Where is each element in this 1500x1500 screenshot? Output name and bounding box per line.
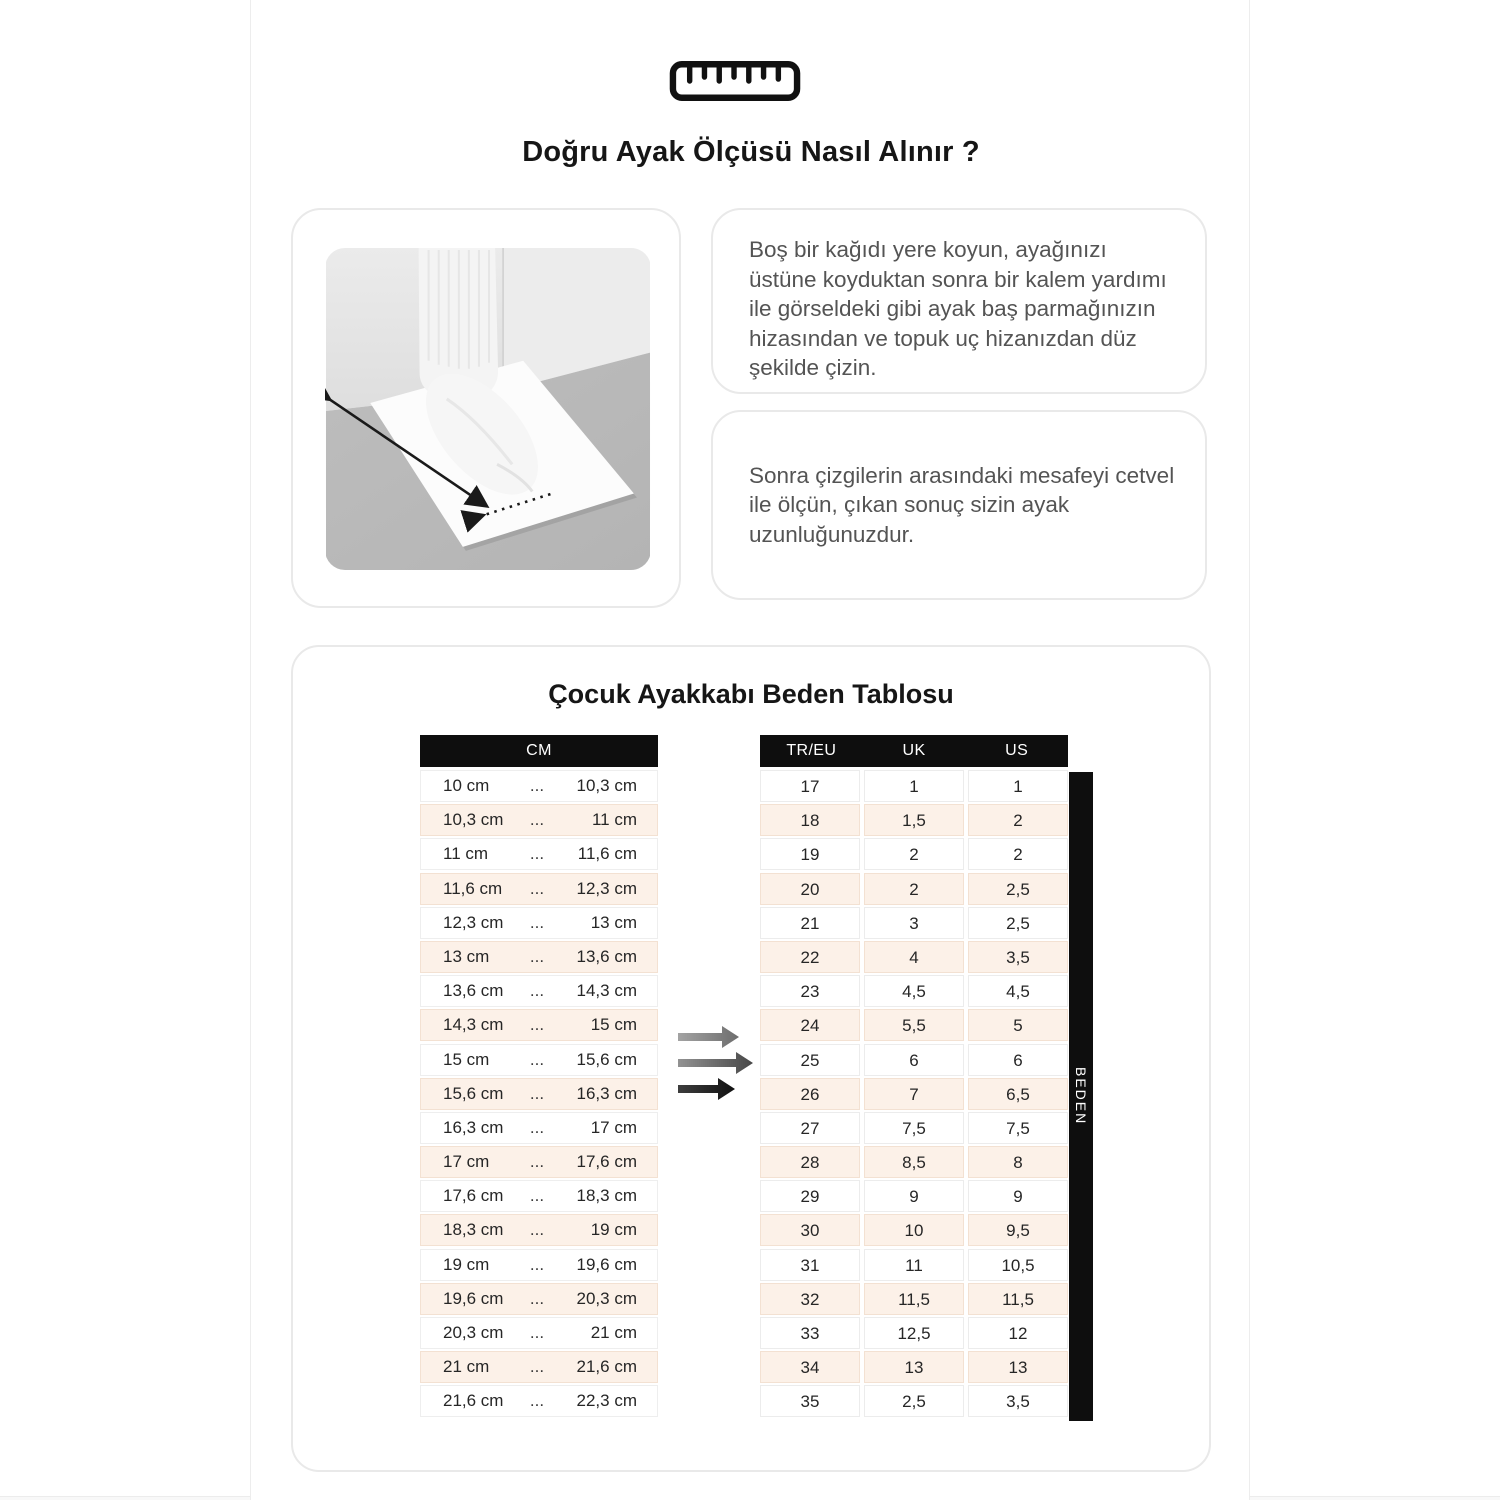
size-row bbox=[760, 873, 1068, 905]
instruction-step-2: Sonra çizgilerin arasındaki mesafeyi cetvel ile ölçün, çıkan sonuç sizin ayak uzunluğunuzdur. bbox=[749, 462, 1175, 547]
cm-range-row bbox=[420, 804, 658, 836]
us-size-value: 1 bbox=[968, 770, 1068, 802]
uk-size-value: 6 bbox=[864, 1044, 964, 1076]
beden-label-text: BEDEN bbox=[1073, 1067, 1089, 1126]
uk-size-value: 2,5 bbox=[864, 1385, 964, 1417]
instruction-card-1 bbox=[711, 208, 1207, 394]
range-separator-icon: ... bbox=[529, 1083, 545, 1103]
cm-range-row bbox=[420, 1249, 658, 1281]
range-separator-icon: ... bbox=[529, 776, 545, 795]
us-size-value: 3,5 bbox=[968, 941, 1068, 973]
us-size-value: 9,5 bbox=[968, 1214, 1068, 1246]
cm-from-value: 12,3 cm bbox=[443, 912, 504, 932]
cm-range-row bbox=[420, 1385, 658, 1417]
cm-to-value: 16,3 cm bbox=[576, 1083, 637, 1103]
cm-from-value: 16,3 cm bbox=[443, 1117, 504, 1137]
size-table-rows bbox=[760, 770, 1068, 1417]
cm-from-value: 19 cm bbox=[443, 1254, 490, 1274]
size-row bbox=[760, 1078, 1068, 1110]
tr-eu-size-value: 29 bbox=[760, 1180, 860, 1212]
cm-from-value: 10,3 cm bbox=[443, 810, 504, 830]
us-size-value: 6 bbox=[968, 1044, 1068, 1076]
cm-range-row bbox=[420, 838, 658, 870]
us-size-value: 2 bbox=[968, 804, 1068, 836]
cm-to-value: 21 cm bbox=[590, 1323, 637, 1342]
cm-to-value: 12,3 cm bbox=[576, 878, 637, 898]
us-size-value: 6,5 bbox=[968, 1078, 1068, 1110]
cm-range-row bbox=[420, 1146, 658, 1178]
uk-size-value: 4 bbox=[864, 941, 964, 973]
tr-eu-size-value: 25 bbox=[760, 1044, 860, 1076]
range-separator-icon: ... bbox=[529, 1391, 545, 1411]
size-row bbox=[760, 1180, 1068, 1212]
cm-range-row bbox=[420, 873, 658, 905]
cm-from-value: 10 cm bbox=[443, 776, 490, 795]
cm-to-value: 10,3 cm bbox=[576, 776, 637, 795]
range-separator-icon: ... bbox=[529, 946, 545, 966]
tr-eu-size-value: 18 bbox=[760, 804, 860, 836]
range-separator-icon: ... bbox=[529, 1049, 545, 1069]
cm-from-value: 17,6 cm bbox=[443, 1186, 504, 1206]
cm-from-value: 14,3 cm bbox=[443, 1015, 504, 1035]
cm-range-row bbox=[420, 941, 658, 973]
size-table-card bbox=[291, 645, 1211, 1472]
size-row bbox=[760, 838, 1068, 870]
cm-range-row bbox=[420, 1283, 658, 1315]
us-size-value: 8 bbox=[968, 1146, 1068, 1178]
uk-size-value: 1,5 bbox=[864, 804, 964, 836]
cm-to-value: 19,6 cm bbox=[576, 1254, 637, 1274]
cm-to-value: 21,6 cm bbox=[576, 1357, 637, 1377]
cm-to-value: 19 cm bbox=[590, 1220, 637, 1240]
tr-eu-size-value: 30 bbox=[760, 1214, 860, 1246]
size-row bbox=[760, 1146, 1068, 1178]
size-row bbox=[760, 975, 1068, 1007]
cm-to-value: 22,3 cm bbox=[576, 1391, 637, 1411]
range-separator-icon: ... bbox=[529, 1288, 545, 1308]
us-size-value: 2,5 bbox=[968, 907, 1068, 939]
range-separator-icon: ... bbox=[529, 810, 545, 830]
cm-to-value: 18,3 cm bbox=[576, 1186, 637, 1206]
us-size-value: 11,5 bbox=[968, 1283, 1068, 1315]
cm-to-value: 11 cm bbox=[591, 810, 637, 830]
col-header-uk: UK bbox=[902, 742, 926, 759]
cm-from-value: 19,6 cm bbox=[443, 1288, 504, 1308]
cm-range-row bbox=[420, 907, 658, 939]
tr-eu-size-value: 32 bbox=[760, 1283, 860, 1315]
instruction-step-1: Boş bir kağıdı yere koyun, ayağınızı üstüne koyduktan sonra bir kalem yardımı ile görseldeki gibi ayak baş parmağınızın hizasından ve topuk uç hizanızdan düz şekilde çizin. bbox=[749, 237, 1167, 380]
page-title: Doğru Ayak Ölçüsü Nasıl Alınır ? bbox=[522, 136, 980, 168]
cm-from-value: 13,6 cm bbox=[443, 981, 504, 1001]
cm-to-value: 15,6 cm bbox=[576, 1049, 637, 1069]
content-column bbox=[250, 0, 1250, 1500]
uk-size-value: 5,5 bbox=[864, 1009, 964, 1041]
us-size-value: 2,5 bbox=[968, 873, 1068, 905]
us-size-value: 2 bbox=[968, 838, 1068, 870]
tr-eu-size-value: 26 bbox=[760, 1078, 860, 1110]
size-row bbox=[760, 1317, 1068, 1349]
col-header-us: US bbox=[1005, 742, 1029, 759]
us-size-value: 12 bbox=[968, 1317, 1068, 1349]
size-row bbox=[760, 1249, 1068, 1281]
range-separator-icon: ... bbox=[529, 1117, 545, 1137]
cm-range-row bbox=[420, 1214, 658, 1246]
size-row bbox=[760, 1214, 1068, 1246]
cm-range-row bbox=[420, 1044, 658, 1076]
size-row bbox=[760, 804, 1068, 836]
cm-range-row bbox=[420, 1112, 658, 1144]
cm-table-header: CM bbox=[420, 735, 658, 767]
uk-size-value: 4,5 bbox=[864, 975, 964, 1007]
cm-range-row bbox=[420, 770, 658, 802]
size-row bbox=[760, 1385, 1068, 1417]
uk-size-value: 11,5 bbox=[864, 1283, 964, 1315]
ruler-icon bbox=[669, 60, 801, 102]
size-row bbox=[760, 1112, 1068, 1144]
range-separator-icon: ... bbox=[529, 981, 545, 1001]
tr-eu-size-value: 31 bbox=[760, 1249, 860, 1281]
size-conversion-table bbox=[760, 735, 1068, 1420]
us-size-value: 4,5 bbox=[968, 975, 1068, 1007]
tr-eu-size-value: 17 bbox=[760, 770, 860, 802]
uk-size-value: 2 bbox=[864, 873, 964, 905]
range-separator-icon: ... bbox=[529, 1357, 545, 1377]
tr-eu-size-value: 23 bbox=[760, 975, 860, 1007]
size-row bbox=[760, 770, 1068, 802]
uk-size-value: 11 bbox=[864, 1249, 964, 1281]
cm-table bbox=[420, 735, 658, 1420]
range-separator-icon: ... bbox=[529, 1152, 545, 1172]
tr-eu-size-value: 35 bbox=[760, 1385, 860, 1417]
tr-eu-size-value: 33 bbox=[760, 1317, 860, 1349]
range-separator-icon: ... bbox=[529, 878, 545, 898]
size-row bbox=[760, 1283, 1068, 1315]
beden-side-label bbox=[1069, 772, 1093, 1421]
range-separator-icon: ... bbox=[529, 1254, 545, 1274]
foot-measurement-photo bbox=[325, 248, 651, 570]
size-table-title: Çocuk Ayakkabı Beden Tablosu bbox=[548, 679, 954, 709]
cm-to-value: 14,3 cm bbox=[576, 981, 637, 1001]
size-row bbox=[760, 941, 1068, 973]
cm-from-value: 15 cm bbox=[443, 1049, 490, 1069]
uk-size-value: 10 bbox=[864, 1214, 964, 1246]
tr-eu-size-value: 22 bbox=[760, 941, 860, 973]
us-size-value: 10,5 bbox=[968, 1249, 1068, 1281]
cm-to-value: 20,3 cm bbox=[576, 1288, 637, 1308]
uk-size-value: 3 bbox=[864, 907, 964, 939]
range-separator-icon: ... bbox=[529, 1015, 545, 1035]
uk-size-value: 7 bbox=[864, 1078, 964, 1110]
cm-range-row bbox=[420, 975, 658, 1007]
col-header-tr-eu: TR/EU bbox=[786, 742, 837, 759]
cm-range-row bbox=[420, 1351, 658, 1383]
us-size-value: 9 bbox=[968, 1180, 1068, 1212]
cm-to-value: 15 cm bbox=[590, 1015, 637, 1035]
foot-photo-card bbox=[291, 208, 681, 608]
uk-size-value: 9 bbox=[864, 1180, 964, 1212]
cm-table-rows bbox=[420, 770, 658, 1417]
us-size-value: 5 bbox=[968, 1009, 1068, 1041]
cm-from-value: 18,3 cm bbox=[443, 1220, 504, 1240]
cm-range-row bbox=[420, 1317, 658, 1349]
uk-size-value: 8,5 bbox=[864, 1146, 964, 1178]
cm-to-value: 17,6 cm bbox=[576, 1152, 637, 1172]
us-size-value: 7,5 bbox=[968, 1112, 1068, 1144]
size-row bbox=[760, 907, 1068, 939]
us-size-value: 3,5 bbox=[968, 1385, 1068, 1417]
cm-to-value: 13,6 cm bbox=[576, 946, 637, 966]
uk-size-value: 1 bbox=[864, 770, 964, 802]
size-row bbox=[760, 1009, 1068, 1041]
cm-from-value: 15,6 cm bbox=[443, 1083, 504, 1103]
tr-eu-size-value: 21 bbox=[760, 907, 860, 939]
cm-range-row bbox=[420, 1180, 658, 1212]
uk-size-value: 2 bbox=[864, 838, 964, 870]
cm-from-value: 20,3 cm bbox=[443, 1323, 504, 1342]
tr-eu-size-value: 27 bbox=[760, 1112, 860, 1144]
range-separator-icon: ... bbox=[529, 1220, 545, 1240]
cm-from-value: 11,6 cm bbox=[443, 878, 503, 898]
size-table-header bbox=[760, 735, 1068, 767]
tr-eu-size-value: 20 bbox=[760, 873, 860, 905]
transfer-arrows-icon bbox=[677, 1019, 755, 1103]
cm-to-value: 17 cm bbox=[590, 1117, 637, 1137]
cm-to-value: 11,6 cm bbox=[577, 844, 637, 864]
cm-range-row bbox=[420, 1009, 658, 1041]
range-separator-icon: ... bbox=[529, 1323, 545, 1342]
tr-eu-size-value: 24 bbox=[760, 1009, 860, 1041]
range-separator-icon: ... bbox=[529, 844, 545, 864]
range-separator-icon: ... bbox=[529, 912, 545, 932]
uk-size-value: 7,5 bbox=[864, 1112, 964, 1144]
cm-from-value: 21 cm bbox=[443, 1357, 490, 1377]
cm-to-value: 13 cm bbox=[590, 912, 637, 932]
tr-eu-size-value: 34 bbox=[760, 1351, 860, 1383]
cm-from-value: 21,6 cm bbox=[443, 1391, 504, 1411]
cm-from-value: 13 cm bbox=[443, 946, 490, 966]
instruction-card-2 bbox=[711, 410, 1207, 600]
us-size-value: 13 bbox=[968, 1351, 1068, 1383]
size-row bbox=[760, 1044, 1068, 1076]
cm-from-value: 11 cm bbox=[443, 844, 489, 864]
tr-eu-size-value: 28 bbox=[760, 1146, 860, 1178]
tr-eu-size-value: 19 bbox=[760, 838, 860, 870]
uk-size-value: 13 bbox=[864, 1351, 964, 1383]
uk-size-value: 12,5 bbox=[864, 1317, 964, 1349]
cm-from-value: 17 cm bbox=[443, 1152, 490, 1172]
size-row bbox=[760, 1351, 1068, 1383]
cm-range-row bbox=[420, 1078, 658, 1110]
range-separator-icon: ... bbox=[529, 1186, 545, 1206]
